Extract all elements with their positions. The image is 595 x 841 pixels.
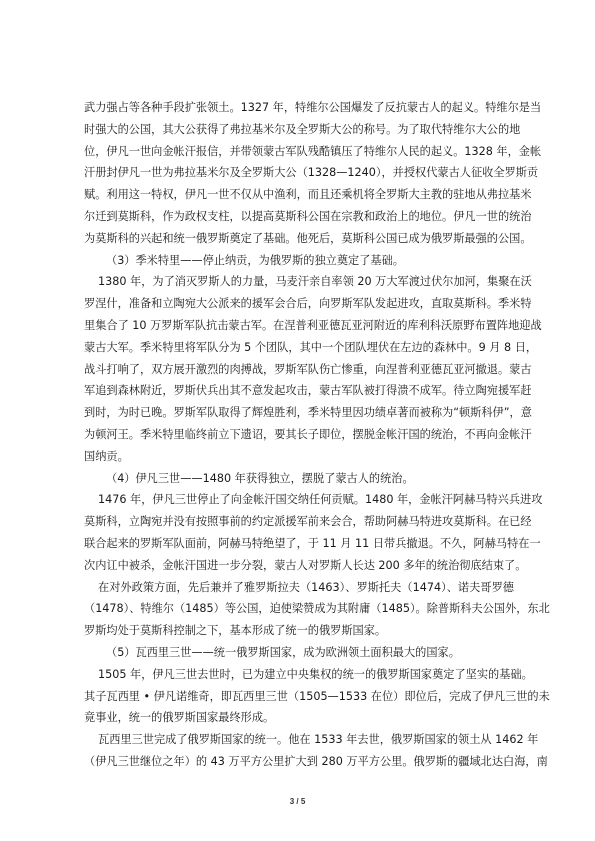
- text-line: 为顿河王。季米特里临终前立下遗诏，要其长子即位，摆脱金帐汗国的统治，不再向金帐汗: [84, 427, 532, 441]
- text-line: 竟事业，统一的俄罗斯国家最终形成。: [84, 711, 275, 725]
- text-line: 联合起来的罗斯军队面前，阿赫马特绝望了，于 11 月 11 日带兵撤退。不久，阿赫马特在一: [84, 536, 541, 550]
- text-line: 蒙古大军。季米特里将军队分为 5 个团队，其中一个团队埋伏在左边的森林中。9 月 8 日，: [84, 340, 538, 354]
- text-line: （5）瓦西里三世——统一俄罗斯国家，成为欧洲领土面积最大的国家。: [106, 645, 460, 659]
- text-line: 国纳贡。: [84, 449, 129, 463]
- text-line: （1478）、特维尔（1485）等公国，迫使梁赞成为其附庸（1485）。除普斯科夫公国外，东北: [84, 602, 550, 616]
- text-line: 次内讧中被杀，金帐汗国进一步分裂，蒙古人对罗斯人长达 200 多年的统治彻底结束了。: [84, 558, 527, 572]
- text-line: 罗涅什，准备和立陶宛大公派来的援军会合后，向罗斯军队发起进攻，直取莫斯科。季米特: [84, 297, 532, 311]
- text-line: 莫斯科，立陶宛并没有按照事前的约定派援军前来会合，帮助阿赫马特进攻莫斯科。在已经: [84, 515, 532, 529]
- text-line: 汗册封伊凡一世为弗拉基米尔及全罗斯大公（1328—1240），并授权代蒙古人征收全罗斯贡: [84, 166, 539, 180]
- text-line: 其子瓦西里 • 伊凡诺维奇，即瓦西里三世（1505—1533 在位）即位后，完成了伊凡三世的未: [84, 689, 550, 703]
- text-line: 1476 年，伊凡三世停止了向金帐汗国交纳任何贡赋。1480 年，金帐汗阿赫马特兴兵进攻: [98, 493, 543, 507]
- text-line: 罗斯均处于莫斯科控制之下，基本形成了统一的俄罗斯国家。: [84, 624, 387, 638]
- text-line: 1505 年，伊凡三世去世时，已为建立中央集权的统一的俄罗斯国家奠定了坚实的基础。: [98, 667, 533, 681]
- text-line: 军追到森林附近，罗斯伏兵出其不意发起攻击，蒙古军队被打得溃不成军。待立陶宛援军赶: [84, 384, 532, 398]
- page-number: 3 / 5: [289, 797, 306, 806]
- text-line: 尔迁到莫斯科，作为政权支柱，以提高莫斯科公国在宗教和政治上的地位。伊凡一世的统治: [84, 209, 532, 223]
- text-line: 位，伊凡一世向金帐汗报信，并带领蒙古军队残酷镇压了特维尔人民的起义。1328 年，金帐: [84, 144, 542, 158]
- text-line: （伊凡三世继位之年）的 43 万平方公里扩大到 280 万平方公里。俄罗斯的疆域北达白海，南: [84, 754, 548, 768]
- text-line: 在对外政策方面，先后兼并了雅罗斯拉夫（1463）、罗斯托夫（1474）、诺夫哥罗德: [98, 580, 514, 594]
- text-line: 赋。利用这一特权，伊凡一世不仅从中渔利，而且还乘机将全罗斯大主教的驻地从弗拉基米: [84, 188, 532, 202]
- text-line: （4）伊凡三世——1480 年获得独立，摆脱了蒙古人的统治。: [106, 471, 414, 485]
- text-line: 瓦西里三世完成了俄罗斯国家的统一。他在 1533 年去世，俄罗斯国家的领土从 1462 年: [98, 733, 539, 747]
- text-line: 为莫斯科的兴起和统一俄罗斯奠定了基础。他死后，莫斯科公国已成为俄罗斯最强的公国。: [84, 231, 532, 245]
- body-text: [84, 97, 550, 773]
- text-line: 战斗打响了，双方展开激烈的肉搏战，罗斯军队伤亡惨重，向涅普利亚德瓦亚河撤退。蒙古: [84, 362, 532, 376]
- text-line: 武力强占等各种手段扩张领土。1327 年，特维尔公国爆发了反抗蒙古人的起义。特维尔是当: [84, 101, 542, 114]
- text-line: 到时，为时已晚。罗斯军队取得了辉煌胜利，季米特里因功绩卓著而被称为“顿斯科伊”，意: [84, 406, 532, 420]
- text-line: （3）季米特里——停止纳贡，为俄罗斯的独立奠定了基础。: [106, 253, 404, 267]
- text-line: 时强大的公国，其大公获得了弗拉基米尔及全罗斯大公的称号。为了取代特维尔大公的地: [84, 122, 521, 136]
- text-line: 1380 年，为了消灭罗斯人的力量，马麦汗亲自率领 20 万大军渡过伏尔加河，集聚在沃: [98, 275, 532, 289]
- text-line: 里集合了 10 万罗斯军队抗击蒙古军。在涅普利亚德瓦亚河附近的库利科沃原野布置阵地迎战: [84, 318, 542, 332]
